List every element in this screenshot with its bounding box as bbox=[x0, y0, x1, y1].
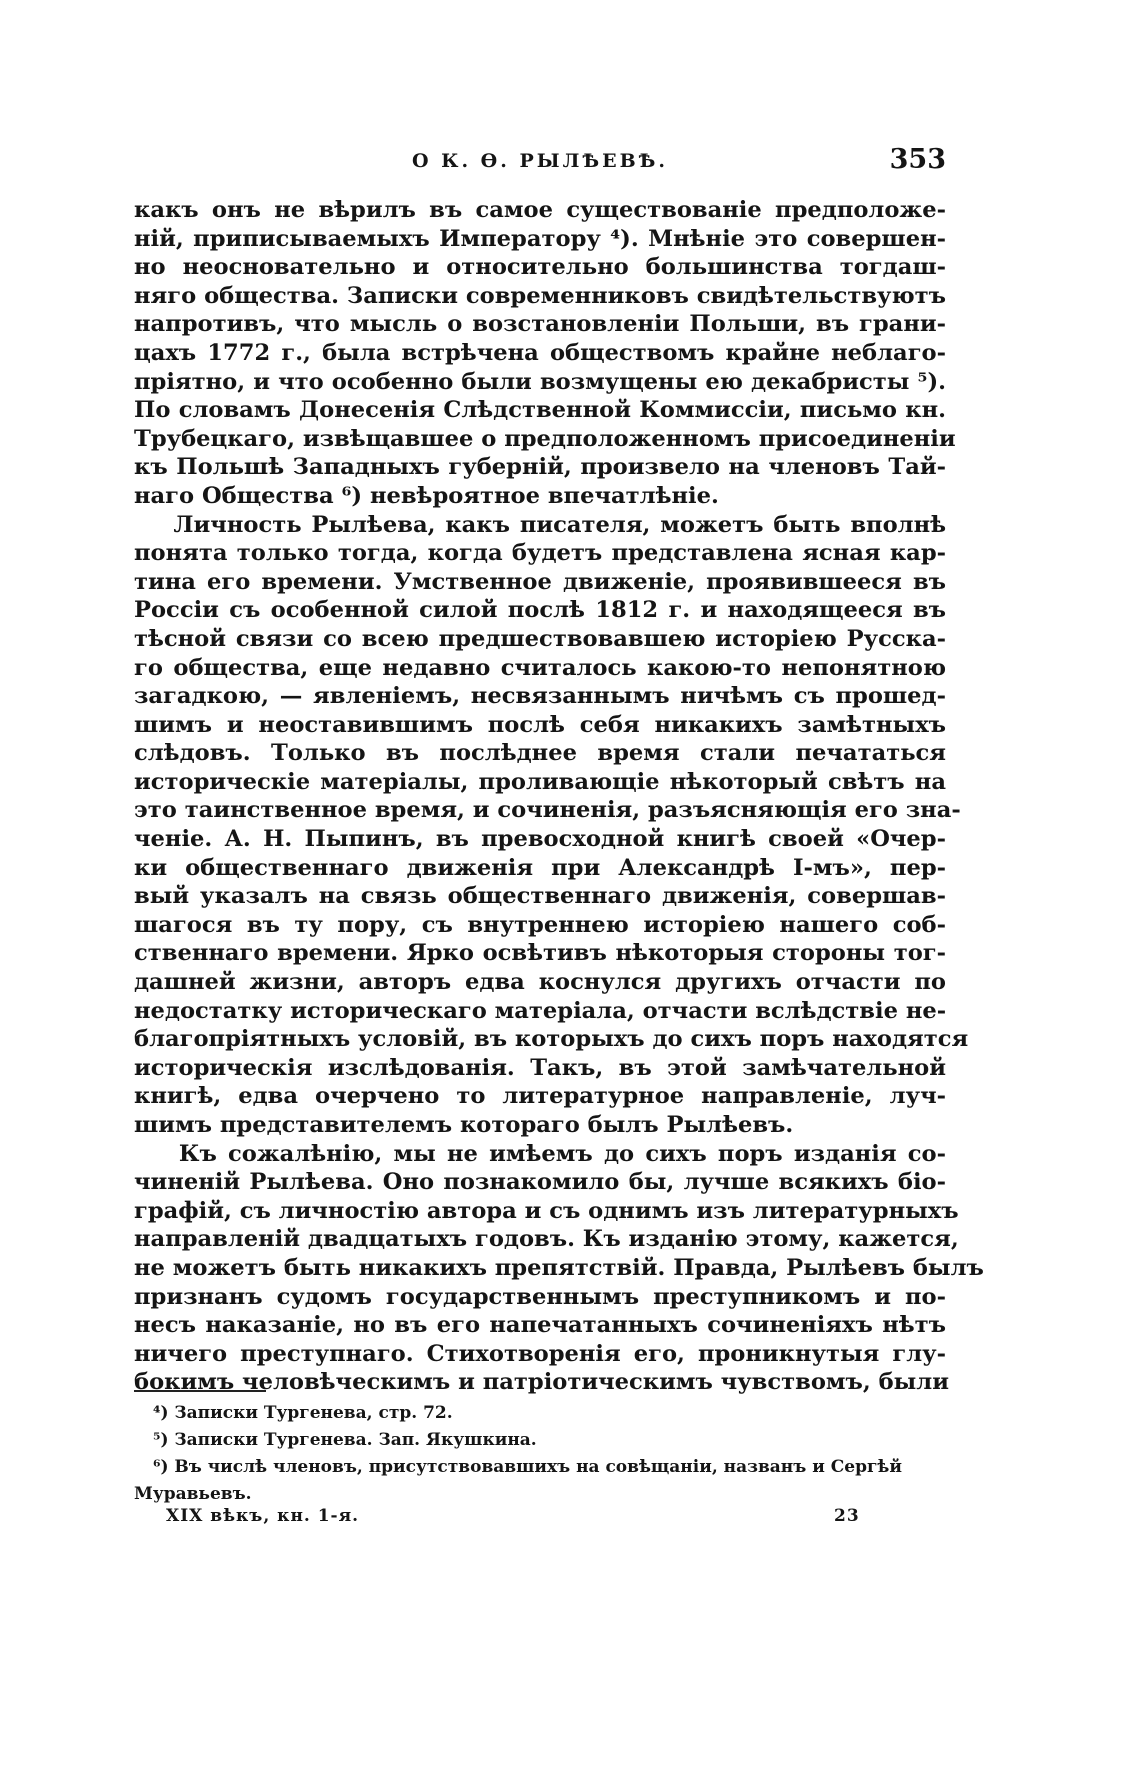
text-line: Личность Рылѣева, какъ писателя, можетъ быть вполнѣ bbox=[134, 511, 946, 538]
text-line: несъ наказаніе, но въ его напечатанныхъ сочиненіяхъ нѣтъ bbox=[134, 1312, 946, 1339]
running-title: О К. Ѳ. РЫЛѢЕВѢ. bbox=[412, 150, 668, 172]
text-line: благопріятныхъ условій, въ которыхъ до сихъ поръ находятся bbox=[134, 1026, 969, 1053]
text-line: тѣсной связи со всею предшествовавшею исторіею Русска- bbox=[134, 625, 946, 652]
text-line: загадкою, — явленіемъ, несвязаннымъ ничѣмъ съ прошед- bbox=[134, 683, 946, 710]
footnote-line: ⁴) Записки Тургенева, стр. 72. bbox=[153, 1403, 453, 1423]
text-line: Россіи съ особенной силой послѣ 1812 г. и находящееся въ bbox=[134, 597, 946, 624]
text-line: ній, приписываемыхъ Императору ⁴). Мнѣніе это совершен- bbox=[134, 225, 946, 252]
text-line: какъ онъ не вѣрилъ въ самое существованіе предположе- bbox=[134, 197, 946, 223]
text-line: къ Польшѣ Западныхъ губерній, произвело на членовъ Тай- bbox=[134, 454, 946, 481]
page-header bbox=[134, 144, 946, 180]
text-line: пріятно, и что особенно были возмущены ею декабристы ⁵). bbox=[134, 368, 946, 395]
text-line: но неосновательно и относительно большинства тогдаш- bbox=[134, 254, 946, 281]
text-line: шагося въ ту пору, съ внутреннею исторіею нашего соб- bbox=[134, 911, 946, 938]
text-line: ки общественнаго движенія при Александрѣ I-мъ», пер- bbox=[134, 854, 946, 881]
text-line: шимъ и неоставившимъ послѣ себя никакихъ замѣтныхъ bbox=[134, 711, 946, 738]
text-line: чиненій Рылѣева. Оно познакомило бы, лучше всякихъ біо- bbox=[134, 1169, 946, 1196]
page-number: 353 bbox=[889, 144, 946, 175]
signature-volume: XIX вѣкъ, кн. 1-я. bbox=[166, 1506, 360, 1526]
text-line: Къ сожалѣнію, мы не имѣемъ до сихъ поръ изданія со- bbox=[134, 1140, 946, 1167]
footnote-divider bbox=[134, 1390, 266, 1392]
text-line: шимъ представителемъ котораго былъ Рылѣевъ. bbox=[134, 1112, 794, 1138]
main-text bbox=[134, 196, 984, 1397]
text-line: дашней жизни, авторъ едва коснулся другихъ отчасти по bbox=[134, 969, 946, 996]
footnotes bbox=[134, 1400, 946, 1508]
text-line: признанъ судомъ государственнымъ преступникомъ и по- bbox=[134, 1283, 946, 1310]
text-line: вый указалъ на связь общественнаго движенія, совершав- bbox=[134, 883, 946, 910]
text-line: историческіе матеріалы, проливающіе нѣкоторый свѣтъ на bbox=[134, 768, 946, 795]
text-line: наго Общества ⁶) невѣроятное впечатлѣніе. bbox=[134, 482, 719, 509]
text-line: недостатку историческаго матеріала, отчасти вслѣдствіе не- bbox=[134, 997, 947, 1024]
text-line: бокимъ человѣческимъ и патріотическимъ чувствомъ, были bbox=[134, 1369, 949, 1396]
text-line: книгѣ, едва очерчено то литературное направленіе, луч- bbox=[134, 1083, 946, 1110]
text-line: напротивъ, что мысль о возстановленіи Польши, въ грани- bbox=[134, 311, 946, 338]
text-line: ничего преступнаго. Стихотворенія его, проникнутыя глу- bbox=[134, 1340, 946, 1367]
text-line: направленій двадцатыхъ годовъ. Къ изданію этому, кажется, bbox=[134, 1226, 959, 1253]
text-line: историческія изслѣдованія. Такъ, въ этой замѣчательной bbox=[134, 1054, 946, 1081]
text-line: цахъ 1772 г., была встрѣчена обществомъ крайне неблаго- bbox=[134, 339, 946, 366]
text-line: слѣдовъ. Только въ послѣднее время стали печататься bbox=[134, 740, 946, 767]
text-line: ственнаго времени. Ярко освѣтивъ нѣкоторыя стороны тог- bbox=[134, 940, 946, 967]
footnote-line: ⁵) Записки Тургенева. Зап. Якушкина. bbox=[153, 1430, 537, 1450]
text-line: По словамъ Донесенія Слѣдственной Коммиссіи, письмо кн. bbox=[134, 397, 946, 424]
footnote-line: ⁶) Въ числѣ членовъ, присутствовавшихъ на совѣщаніи, названъ и Сергѣй bbox=[153, 1457, 902, 1477]
text-line: графій, съ личностію автора и съ однимъ изъ литературныхъ bbox=[134, 1197, 959, 1224]
text-line: не можетъ быть никакихъ препятствій. Правда, Рылѣевъ былъ bbox=[134, 1254, 984, 1281]
text-line: ченіе. А. Н. Пыпинъ, въ превосходной книгѣ своей «Очер- bbox=[134, 826, 946, 853]
text-line: тина его времени. Умственное движеніе, проявившееся въ bbox=[134, 568, 946, 595]
text-line: понята только тогда, когда будетъ представлена ясная кар- bbox=[134, 540, 946, 567]
printer-signature bbox=[166, 1506, 926, 1532]
text-line: го общества, еще недавно считалось какою-то непонятною bbox=[134, 654, 946, 681]
footnote-line: Муравьевъ. bbox=[134, 1484, 252, 1504]
text-line: няго общества. Записки современниковъ свидѣтельствуютъ bbox=[134, 282, 946, 309]
signature-number: 23 bbox=[834, 1506, 860, 1526]
text-line: Трубецкаго, извѣщавшее о предположенномъ присоединеніи bbox=[134, 425, 956, 452]
text-line: это таинственное время, и сочиненія, разъясняющія его зна- bbox=[134, 797, 961, 824]
